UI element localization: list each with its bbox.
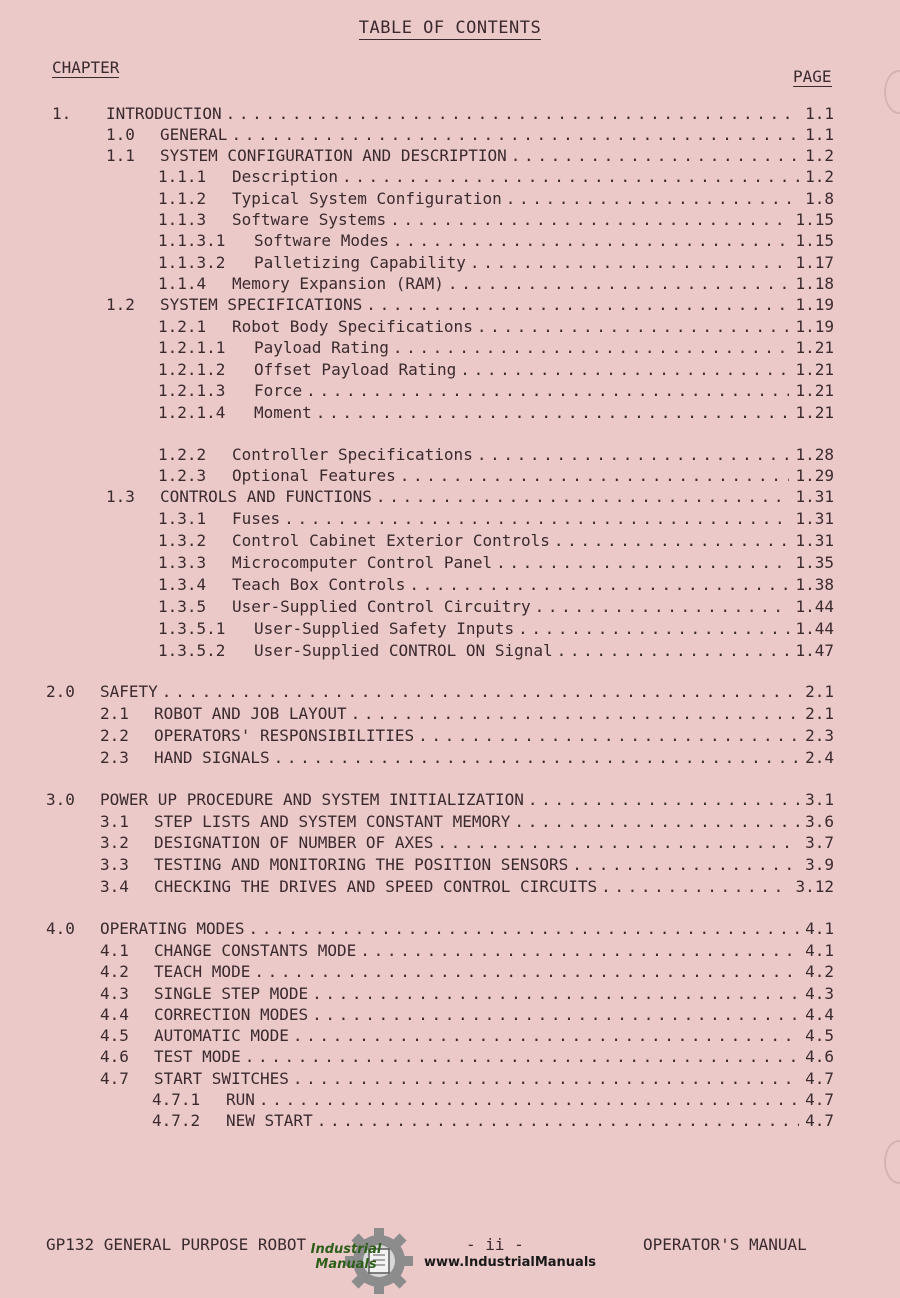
toc-entry	[100, 747, 834, 769]
toc-entry-title: User-Supplied Control Circuitry	[232, 597, 531, 616]
toc-entry-page: 3.12	[795, 877, 834, 896]
toc-entry-number: 1.3.2	[158, 531, 207, 550]
toc-entry-page: 1.21	[795, 381, 834, 400]
toc-leader-dots	[317, 1110, 799, 1132]
toc-leader-dots	[496, 552, 789, 574]
toc-entry-number: 2.2	[100, 726, 129, 745]
toc-entry-page: 1.1	[805, 125, 834, 144]
toc-entry-number: 1.2	[106, 295, 135, 314]
toc-entry	[158, 465, 834, 487]
toc-leader-dots	[409, 574, 789, 596]
toc-leader-dots	[506, 188, 799, 210]
toc-entry-page: 1.21	[795, 360, 834, 379]
toc-entry-page: 1.31	[795, 509, 834, 528]
toc-entry-title: INTRODUCTION	[106, 104, 222, 123]
toc-leader-dots	[511, 145, 799, 167]
toc-entry	[100, 961, 834, 983]
toc-entry-number: 4.7.1	[152, 1090, 201, 1109]
toc-leader-dots	[284, 508, 789, 530]
toc-entry	[158, 188, 834, 210]
toc-entry-page: 1.21	[795, 403, 834, 422]
toc-entry-number: 1.2.1.1	[158, 338, 226, 357]
toc-entry	[106, 486, 834, 508]
toc-entry-title: STEP LISTS AND SYSTEM CONSTANT MEMORY	[154, 812, 511, 831]
toc-entry-title: START SWITCHES	[154, 1069, 289, 1088]
toc-entry-page: 4.1	[805, 919, 834, 938]
website-url: www.IndustrialManuals	[424, 1255, 597, 1270]
toc-entry-number: 2.1	[100, 704, 129, 723]
toc-entry-page: 1.18	[795, 274, 834, 293]
toc-leader-dots	[418, 725, 799, 747]
toc-entry-page: 3.6	[805, 812, 834, 831]
toc-entry	[100, 703, 834, 725]
toc-entry-title: RUN	[226, 1090, 255, 1109]
toc-entry	[46, 918, 834, 940]
toc-entry	[100, 983, 834, 1005]
toc-entry-title: Controller Specifications	[232, 445, 473, 464]
toc-leader-dots	[514, 811, 799, 833]
toc-entry-title: Offset Payload Rating	[254, 360, 457, 379]
toc-entry-title: SYSTEM SPECIFICATIONS	[160, 295, 363, 314]
toc-entry-title: SYSTEM CONFIGURATION AND DESCRIPTION	[160, 146, 507, 165]
toc-entry	[100, 1068, 834, 1090]
toc-entry-title: OPERATING MODES	[100, 919, 245, 938]
toc-entry-number: 4.5	[100, 1026, 129, 1045]
toc-entry-title: ROBOT AND JOB LAYOUT	[154, 704, 347, 723]
toc-leader-dots	[162, 681, 799, 703]
toc-leader-dots	[366, 294, 789, 316]
toc-entry-title: Fuses	[232, 509, 281, 528]
toc-leader-dots	[460, 359, 789, 381]
toc-entry-number: 4.3	[100, 984, 129, 1003]
toc-leader-dots	[437, 832, 799, 854]
toc-leader-dots	[274, 747, 800, 769]
toc-entry-number: 3.3	[100, 855, 129, 874]
toc-entry-number: 1.3.3	[158, 553, 207, 572]
toc-entry-title: CHECKING THE DRIVES AND SPEED CONTROL CIRCUITS	[154, 877, 598, 896]
toc-entry-number: 1.1.3	[158, 210, 207, 229]
toc-entry-page: 1.15	[795, 231, 834, 250]
toc-entry-title: Typical System Configuration	[232, 189, 502, 208]
toc-entry-title: TESTING AND MONITORING THE POSITION SENSORS	[154, 855, 569, 874]
toc-leader-dots	[342, 166, 799, 188]
toc-entry-page: 2.1	[805, 704, 834, 723]
toc-entry-page: 1.15	[795, 210, 834, 229]
toc-entry-page: 2.4	[805, 748, 834, 767]
toc-entry-title: Memory Expansion (RAM)	[232, 274, 444, 293]
toc-entry	[46, 681, 834, 703]
toc-entry-title: Payload Rating	[254, 338, 389, 357]
chapter-column-header: CHAPTER	[52, 58, 120, 77]
toc-entry-number: 1.2.1.2	[158, 360, 226, 379]
toc-leader-dots	[477, 316, 790, 338]
toc-entry-number: 1.3.4	[158, 575, 207, 594]
toc-entry	[100, 1004, 834, 1026]
toc-entry-number: 2.0	[46, 682, 75, 701]
toc-entry	[158, 596, 834, 618]
toc-entry-title: Software Systems	[232, 210, 387, 229]
toc-entry-page: 1.31	[795, 531, 834, 550]
toc-entry	[158, 359, 834, 381]
toc-leader-dots	[393, 230, 790, 252]
toc-entry-page: 1.35	[795, 553, 834, 572]
toc-entry-title: DESIGNATION OF NUMBER OF AXES	[154, 833, 434, 852]
toc-entry-title: Teach Box Controls	[232, 575, 406, 594]
toc-entry-number: 1.1	[106, 146, 135, 165]
toc-entry	[100, 725, 834, 747]
toc-entry-title: Software Modes	[254, 231, 389, 250]
toc-entry-title: User-Supplied Safety Inputs	[254, 619, 515, 638]
toc-entry-number: 1.2.3	[158, 466, 207, 485]
toc-entry-title: NEW START	[226, 1111, 313, 1130]
toc-leader-dots	[477, 444, 790, 466]
toc-entry-number: 1.2.1	[158, 317, 207, 336]
toc-entry-page: 4.5	[805, 1026, 834, 1045]
toc-entry-page: 1.44	[795, 619, 834, 638]
toc-leader-dots	[226, 103, 800, 125]
toc-entry	[158, 316, 834, 338]
toc-entry-number: 1.0	[106, 125, 135, 144]
toc-entry-number: 4.7.2	[152, 1111, 201, 1130]
industrial-manuals-logo	[306, 1228, 416, 1294]
toc-entry-number: 1.1.3.1	[158, 231, 226, 250]
toc-leader-dots	[470, 252, 790, 274]
toc-entry-number: 4.0	[46, 919, 75, 938]
toc-entry	[106, 124, 834, 146]
toc-entry	[100, 1025, 834, 1047]
toc-entry-number: 1.2.1.3	[158, 381, 226, 400]
toc-entry	[100, 1046, 834, 1068]
toc-entry-page: 3.7	[805, 833, 834, 852]
toc-entry	[158, 252, 834, 274]
toc-entry-page: 2.3	[805, 726, 834, 745]
toc-entry-number: 1.1.1	[158, 167, 207, 186]
page-column-header: PAGE	[793, 67, 832, 86]
toc-entry-number: 3.1	[100, 812, 129, 831]
footer-manual-name: OPERATOR'S MANUAL	[643, 1235, 807, 1254]
toc-entry	[158, 618, 834, 640]
toc-entry	[158, 444, 834, 466]
toc-entry-title: GENERAL	[160, 125, 228, 144]
toc-entry-title: TEST MODE	[154, 1047, 241, 1066]
toc-leader-dots	[448, 273, 790, 295]
toc-entry	[52, 103, 834, 125]
binder-hole	[884, 1140, 900, 1184]
footer-page-number: - ii -	[466, 1235, 524, 1254]
toc-leader-dots	[572, 854, 799, 876]
toc-leader-dots	[245, 1046, 799, 1068]
toc-entry-title: TEACH MODE	[154, 962, 251, 981]
toc-entry-page: 4.4	[805, 1005, 834, 1024]
toc-entry-page: 1.38	[795, 575, 834, 594]
toc-entry-title: CONTROLS AND FUNCTIONS	[160, 487, 372, 506]
toc-entry	[158, 574, 834, 596]
toc-leader-dots	[293, 1025, 799, 1047]
toc-leader-dots	[254, 961, 799, 983]
toc-entry-page: 1.28	[795, 445, 834, 464]
toc-entry-number: 4.2	[100, 962, 129, 981]
toc-entry-page: 4.1	[805, 941, 834, 960]
toc-entry-number: 1.1.3.2	[158, 253, 226, 272]
toc-entry-title: POWER UP PROCEDURE AND SYSTEM INITIALIZATION	[100, 790, 524, 809]
toc-entry-page: 1.8	[805, 189, 834, 208]
toc-leader-dots	[376, 486, 790, 508]
toc-entry-number: 1.3	[106, 487, 135, 506]
toc-entry-page: 4.2	[805, 962, 834, 981]
toc-leader-dots	[393, 337, 790, 359]
toc-leader-dots	[360, 940, 799, 962]
toc-entry-title: HAND SIGNALS	[154, 748, 270, 767]
toc-entry	[106, 294, 834, 316]
toc-leader-dots	[601, 876, 789, 898]
toc-entry	[100, 854, 834, 876]
toc-leader-dots	[293, 1068, 799, 1090]
toc-entry-number: 3.4	[100, 877, 129, 896]
toc-entry-page: 1.21	[795, 338, 834, 357]
toc-entry-title: Control Cabinet Exterior Controls	[232, 531, 550, 550]
toc-entry-number: 4.4	[100, 1005, 129, 1024]
toc-entry-number: 1.1.4	[158, 274, 207, 293]
toc-leader-dots	[259, 1089, 799, 1111]
toc-leader-dots	[528, 789, 799, 811]
binder-hole	[884, 70, 900, 114]
page-title: TABLE OF CONTENTS	[358, 18, 542, 38]
toc-entry	[158, 337, 834, 359]
toc-entry	[158, 508, 834, 530]
toc-entry	[100, 811, 834, 833]
toc-entry-number: 4.7	[100, 1069, 129, 1088]
toc-leader-dots	[390, 209, 789, 231]
toc-entry	[100, 876, 834, 898]
toc-entry-page: 1.1	[805, 104, 834, 123]
toc-entry	[158, 402, 834, 424]
toc-entry-title: CORRECTION MODES	[154, 1005, 309, 1024]
toc-entry-title: SAFETY	[100, 682, 158, 701]
toc-entry-page: 1.31	[795, 487, 834, 506]
toc-entry-page: 1.17	[795, 253, 834, 272]
toc-entry-number: 1.	[52, 104, 72, 123]
toc-entry-title: Description	[232, 167, 338, 186]
toc-entry-number: 3.0	[46, 790, 75, 809]
toc-entry	[158, 530, 834, 552]
toc-leader-dots	[535, 596, 790, 618]
toc-entry-page: 1.47	[795, 641, 834, 660]
toc-leader-dots	[400, 465, 790, 487]
toc-leader-dots	[249, 918, 800, 940]
toc-entry-title: User-Supplied CONTROL ON Signal	[254, 641, 553, 660]
toc-entry-number: 1.3.5.1	[158, 619, 226, 638]
toc-entry-page: 1.29	[795, 466, 834, 485]
toc-entry-title: OPERATORS' RESPONSIBILITIES	[154, 726, 415, 745]
toc-entry	[152, 1089, 834, 1111]
toc-entry-title: Optional Features	[232, 466, 396, 485]
toc-entry-title: Microcomputer Control Panel	[232, 553, 493, 572]
toc-entry-number: 2.3	[100, 748, 129, 767]
logo-wordmark: Industrial Manuals	[310, 1242, 382, 1272]
toc-entry-number: 1.2.1.4	[158, 403, 226, 422]
toc-entry	[106, 145, 834, 167]
toc-entry-title: Palletizing Capability	[254, 253, 466, 272]
toc-entry-number: 4.1	[100, 941, 129, 960]
toc-entry	[158, 230, 834, 252]
toc-entry-page: 3.9	[805, 855, 834, 874]
toc-entry-title: Moment	[254, 403, 312, 422]
toc-entry-page: 1.19	[795, 295, 834, 314]
toc-leader-dots	[312, 1004, 799, 1026]
toc-entry-page: 4.3	[805, 984, 834, 1003]
toc-entry	[158, 209, 834, 231]
toc-entry	[152, 1110, 834, 1132]
toc-leader-dots	[306, 380, 789, 402]
toc-entry-title: CHANGE CONSTANTS MODE	[154, 941, 357, 960]
toc-leader-dots	[557, 640, 790, 662]
toc-entry	[46, 789, 834, 811]
toc-entry-title: Force	[254, 381, 303, 400]
toc-leader-dots	[554, 530, 790, 552]
toc-entry-title: Robot Body Specifications	[232, 317, 473, 336]
toc-entry-page: 4.7	[805, 1111, 834, 1130]
toc-entry	[100, 940, 834, 962]
toc-entry-page: 1.19	[795, 317, 834, 336]
toc-entry-title: SINGLE STEP MODE	[154, 984, 309, 1003]
toc-entry-number: 1.3.5	[158, 597, 207, 616]
toc-entry-number: 4.6	[100, 1047, 129, 1066]
toc-entry-page: 3.1	[805, 790, 834, 809]
footer-doc-title: GP132 GENERAL PURPOSE ROBOT	[46, 1235, 307, 1254]
toc-entry-page: 2.1	[805, 682, 834, 701]
toc-entry-page: 1.44	[795, 597, 834, 616]
toc-entry	[158, 273, 834, 295]
toc-entry	[158, 380, 834, 402]
toc-entry-number: 1.1.2	[158, 189, 207, 208]
toc-entry-number: 1.2.2	[158, 445, 207, 464]
toc-entry	[158, 552, 834, 574]
toc-entry-page: 4.7	[805, 1090, 834, 1109]
toc-entry	[158, 640, 834, 662]
toc-leader-dots	[231, 124, 799, 146]
toc-leader-dots	[312, 983, 799, 1005]
toc-entry-number: 1.3.1	[158, 509, 207, 528]
toc-entry-number: 3.2	[100, 833, 129, 852]
toc-entry-page: 1.2	[805, 167, 834, 186]
toc-entry-page: 4.6	[805, 1047, 834, 1066]
toc-entry-page: 4.7	[805, 1069, 834, 1088]
toc-leader-dots	[351, 703, 799, 725]
toc-entry-number: 1.3.5.2	[158, 641, 226, 660]
toc-leader-dots	[316, 402, 790, 424]
toc-entry-page: 1.2	[805, 146, 834, 165]
toc-entry	[100, 832, 834, 854]
toc-entry-title: AUTOMATIC MODE	[154, 1026, 289, 1045]
toc-leader-dots	[518, 618, 789, 640]
toc-entry	[158, 166, 834, 188]
